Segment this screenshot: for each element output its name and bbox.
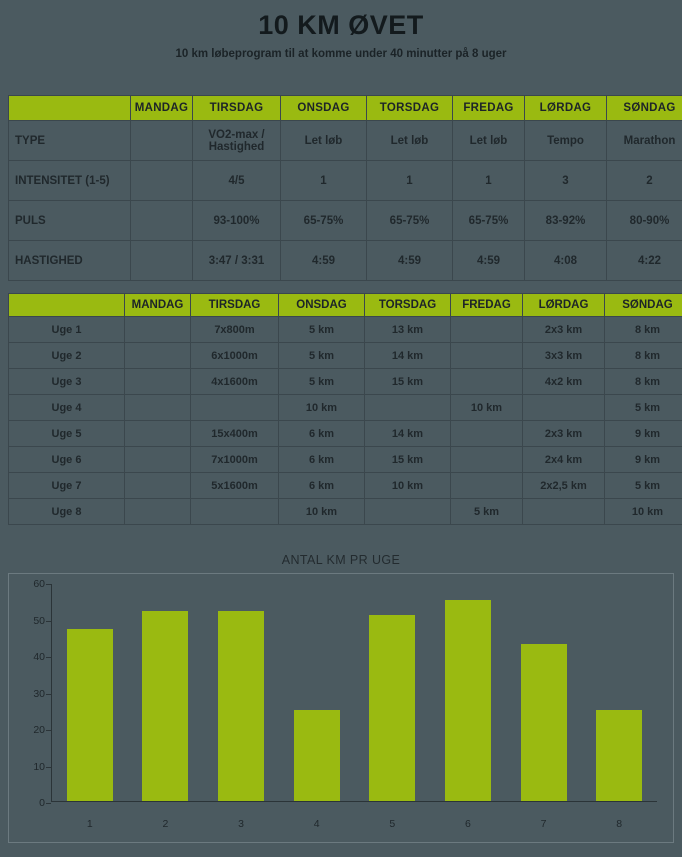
- table-cell: [125, 447, 191, 473]
- km-per-week-chart: [8, 553, 674, 849]
- table-cell: 15 km: [365, 447, 451, 473]
- bar: [445, 600, 491, 801]
- table-cell: 2x3 km: [523, 317, 605, 343]
- table-cell: [523, 395, 605, 421]
- table-cell: 6 km: [279, 447, 365, 473]
- table-cell: 65-75%: [281, 201, 367, 241]
- column-header: SØNDAG: [605, 294, 682, 317]
- table-cell: [125, 317, 191, 343]
- y-tick-mark: [46, 767, 51, 768]
- column-header: LØRDAG: [525, 96, 607, 121]
- table-cell: Let løb: [367, 121, 453, 161]
- column-header: [9, 294, 125, 317]
- table-row: [9, 241, 682, 281]
- table-cell: 5 km: [279, 317, 365, 343]
- row-label: Uge 5: [9, 421, 125, 447]
- table-cell: [365, 499, 451, 525]
- table-cell: 83-92%: [525, 201, 607, 241]
- table-cell: 10 km: [365, 473, 451, 499]
- x-tick-label: 5: [389, 818, 396, 830]
- row-label: PULS: [9, 201, 131, 241]
- x-tick-label: 2: [162, 818, 169, 830]
- table-cell: [131, 121, 193, 161]
- table-cell: Marathon: [607, 121, 682, 161]
- row-label: Uge 1: [9, 317, 125, 343]
- table-cell: 3: [525, 161, 607, 201]
- row-label: Uge 3: [9, 369, 125, 395]
- weekly-plan-table: [8, 293, 682, 525]
- y-tick-label: 0: [39, 797, 45, 809]
- bar-slot: [203, 584, 279, 801]
- table-cell: [451, 447, 523, 473]
- table-header-row: [9, 96, 682, 121]
- table-cell: 4:59: [367, 241, 453, 281]
- table-cell: [451, 343, 523, 369]
- table-cell: 4x2 km: [523, 369, 605, 395]
- table-cell: [125, 499, 191, 525]
- bar-slot: [128, 584, 204, 801]
- table-cell: [125, 473, 191, 499]
- table-cell: [131, 161, 193, 201]
- table-cell: 6 km: [279, 473, 365, 499]
- table-cell: [365, 395, 451, 421]
- row-label: Uge 6: [9, 447, 125, 473]
- table-cell: [191, 499, 279, 525]
- table-row: [9, 473, 682, 499]
- page-subtitle: 10 km løbeprogram til at komme under 40 minutter på 8 uger: [175, 48, 507, 60]
- x-tick-label: 3: [238, 818, 244, 830]
- table-cell: [131, 241, 193, 281]
- table-cell: 10 km: [279, 395, 365, 421]
- table-cell: 14 km: [365, 421, 451, 447]
- bar-slot: [430, 584, 506, 801]
- bar: [596, 710, 642, 801]
- x-tick-label: 4: [313, 818, 320, 830]
- column-header: FREDAG: [453, 96, 525, 121]
- y-tick-label: 30: [33, 687, 45, 700]
- page-title: 10 KM ØVET: [258, 10, 424, 40]
- table-row: [9, 395, 682, 421]
- column-header: TORSDAG: [365, 294, 451, 317]
- table-cell: 3:47 / 3:31: [193, 241, 281, 281]
- table-cell: 8 km: [605, 317, 682, 343]
- table-cell: Let løb: [453, 121, 525, 161]
- table-cell: [131, 201, 193, 241]
- column-header: FREDAG: [451, 294, 523, 317]
- row-label: HASTIGHED: [9, 241, 131, 281]
- bar-slot: [355, 584, 431, 801]
- table-cell: 9 km: [605, 447, 682, 473]
- table-cell: 9 km: [605, 421, 682, 447]
- row-label: Uge 4: [9, 395, 125, 421]
- table-cell: 4/5: [193, 161, 281, 201]
- table-cell: [125, 421, 191, 447]
- table-row: [9, 369, 682, 395]
- table-cell: 5 km: [605, 473, 682, 499]
- table-cell: VO2-max / Hastighed: [193, 121, 281, 161]
- table-cell: [451, 421, 523, 447]
- table-cell: 6 km: [279, 421, 365, 447]
- chart-plot-area: [8, 573, 674, 843]
- table-cell: [125, 369, 191, 395]
- table-cell: 15x400m: [191, 421, 279, 447]
- table-row: [9, 447, 682, 473]
- x-tick-labels: [52, 818, 657, 830]
- y-tick-label: 20: [33, 724, 45, 736]
- table-cell: 13 km: [365, 317, 451, 343]
- x-axis: [51, 801, 657, 802]
- y-tick-label: 60: [33, 578, 45, 590]
- bar: [294, 710, 340, 801]
- column-header: TORSDAG: [367, 96, 453, 121]
- column-header: MANDAG: [131, 96, 193, 121]
- table-cell: 15 km: [365, 369, 451, 395]
- row-label: Uge 8: [9, 499, 125, 525]
- table-cell: 10 km: [279, 499, 365, 525]
- column-header: ONSDAG: [281, 96, 367, 121]
- row-label: Uge 2: [9, 343, 125, 369]
- bar-slot: [52, 584, 128, 801]
- x-tick-label: 6: [465, 818, 471, 830]
- table-cell: 4x1600m: [191, 369, 279, 395]
- table-header-row: [9, 294, 682, 317]
- bar-slot: [506, 584, 582, 801]
- table-cell: 4:59: [281, 241, 367, 281]
- table-cell: 93-100%: [193, 201, 281, 241]
- y-tick-mark: [46, 621, 51, 622]
- table-cell: [191, 395, 279, 421]
- x-tick-label: 8: [616, 818, 623, 830]
- y-tick-mark: [46, 730, 51, 731]
- y-tick-mark: [46, 584, 51, 585]
- table-cell: 4:22: [607, 241, 682, 281]
- table-cell: 5x1600m: [191, 473, 279, 499]
- bar: [369, 615, 415, 801]
- table-cell: 1: [367, 161, 453, 201]
- table-cell: 10 km: [451, 395, 523, 421]
- table-cell: 2: [607, 161, 682, 201]
- table-cell: 5 km: [451, 499, 523, 525]
- table-cell: [125, 395, 191, 421]
- bar: [218, 611, 264, 801]
- table-row: [9, 343, 682, 369]
- table-cell: 2x2,5 km: [523, 473, 605, 499]
- bar-series: [52, 584, 657, 801]
- table-cell: 5 km: [279, 369, 365, 395]
- table-cell: 2x3 km: [523, 421, 605, 447]
- table-cell: 4:08: [525, 241, 607, 281]
- table-row: [9, 499, 682, 525]
- table-cell: Tempo: [525, 121, 607, 161]
- y-tick-mark: [46, 657, 51, 658]
- table-cell: 4:59: [453, 241, 525, 281]
- table-cell: 1: [281, 161, 367, 201]
- column-header: [9, 96, 131, 121]
- table-cell: Let løb: [281, 121, 367, 161]
- bar-slot: [279, 584, 355, 801]
- column-header: MANDAG: [125, 294, 191, 317]
- row-label: TYPE: [9, 121, 131, 161]
- column-header: TIRSDAG: [193, 96, 281, 121]
- table-row: [9, 317, 682, 343]
- chart-title: ANTAL KM PR UGE: [281, 553, 401, 567]
- y-tick-label: 10: [33, 760, 45, 773]
- row-label: Uge 7: [9, 473, 125, 499]
- table-cell: [451, 369, 523, 395]
- table-cell: 3x3 km: [523, 343, 605, 369]
- table-cell: 8 km: [605, 369, 682, 395]
- table-cell: [451, 473, 523, 499]
- table-row: [9, 161, 682, 201]
- row-label: INTENSITET (1-5): [9, 161, 131, 201]
- bar: [142, 611, 188, 801]
- table-cell: [523, 499, 605, 525]
- table-cell: 8 km: [605, 343, 682, 369]
- table-cell: 7x1000m: [191, 447, 279, 473]
- column-header: LØRDAG: [523, 294, 605, 317]
- table-cell: [451, 317, 523, 343]
- table-cell: 5 km: [279, 343, 365, 369]
- table-cell: 6x1000m: [191, 343, 279, 369]
- table-cell: 5 km: [605, 395, 682, 421]
- table-cell: 65-75%: [367, 201, 453, 241]
- x-tick-label: 7: [540, 818, 547, 830]
- table-cell: 2x4 km: [523, 447, 605, 473]
- table-cell: 1: [453, 161, 525, 201]
- table-cell: 14 km: [365, 343, 451, 369]
- overview-table: [8, 95, 682, 281]
- y-tick-label: 50: [33, 614, 45, 627]
- column-header: TIRSDAG: [191, 294, 279, 317]
- table-row: [9, 421, 682, 447]
- table-cell: 10 km: [605, 499, 682, 525]
- column-header: SØNDAG: [607, 96, 682, 121]
- table-row: [9, 201, 682, 241]
- bar: [67, 629, 113, 801]
- table-row: [9, 121, 682, 161]
- table-cell: 7x800m: [191, 317, 279, 343]
- bar: [521, 644, 567, 801]
- x-tick-label: 1: [86, 818, 93, 830]
- y-tick-label: 40: [33, 651, 45, 663]
- y-tick-mark: [46, 694, 51, 695]
- bar-slot: [581, 584, 657, 801]
- y-tick-mark: [46, 803, 51, 804]
- column-header: ONSDAG: [279, 294, 365, 317]
- table-cell: 65-75%: [453, 201, 525, 241]
- table-cell: [125, 343, 191, 369]
- table-cell: 80-90%: [607, 201, 682, 241]
